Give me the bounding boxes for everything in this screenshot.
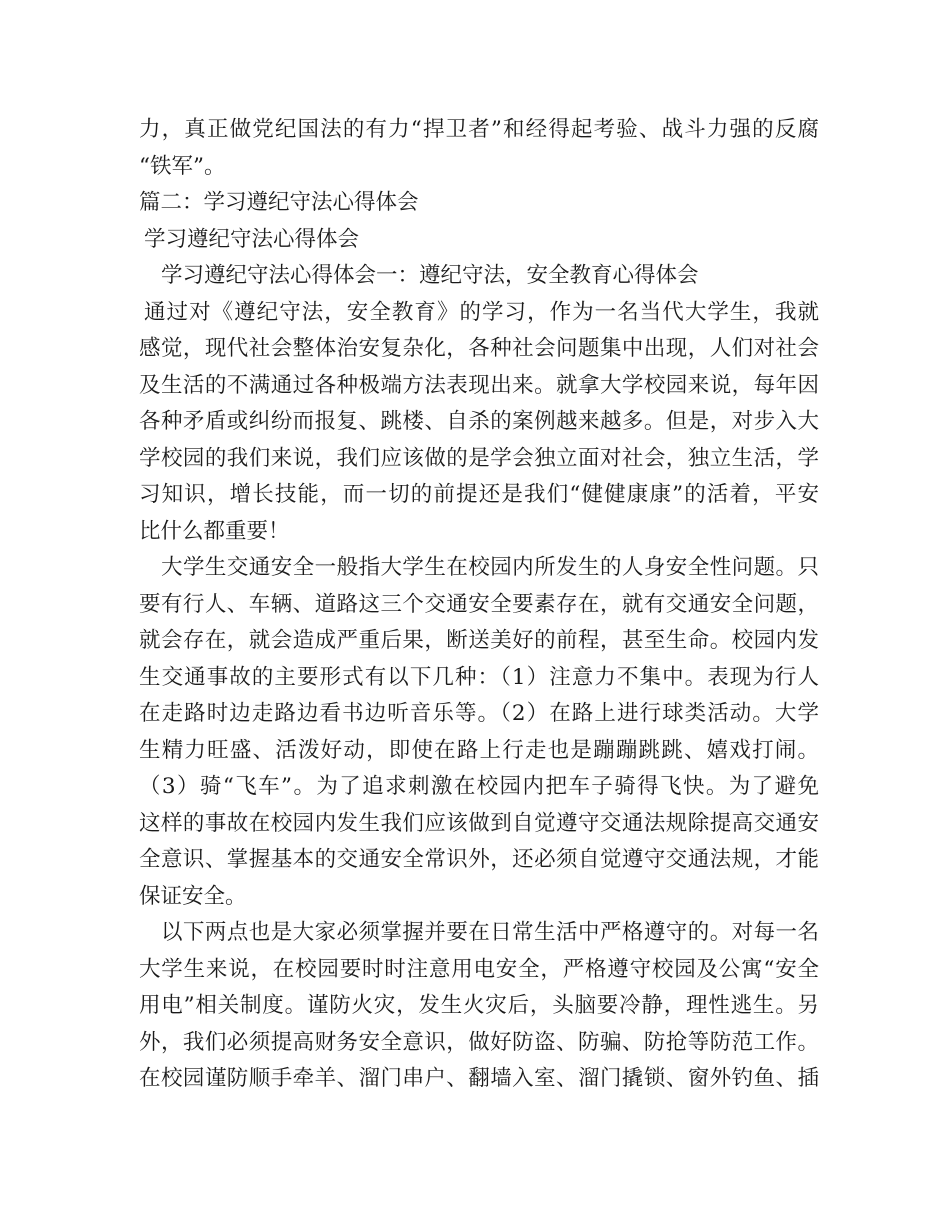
text-line: 及生活的不满通过各种极端方法表现出来。就拿大学校园来说，每年因 [139,372,819,398]
text-line: 以下两点也是大家必须掌握并要在日常生活中严格遵守的。对每一名 [161,920,819,945]
text-line: 比什么都重要！ [139,518,290,544]
text-line: 要有行人、车辆、道路这三个交通安全要素存在，就有交通安全问题， [139,591,819,617]
text-line: 用电”相关制度。谨防火灾，发生火灾后，头脑要冷静，理性逃生。另 [139,993,819,1018]
text-line: 大学生来说，在校园要时时注意用电安全，严格遵守校园及公寓“安全 [139,956,819,982]
text-line: 生精力旺盛、活泼好动，即使在路上行走也是蹦蹦跳跳、嬉戏打闹。 [139,737,819,763]
text-line: 力，真正做党纪国法的有力“捍卫者”和经得起考验、战斗力强的反腐 [139,117,819,142]
text-line: 各种矛盾或纠纷而报复、跳楼、自杀的案例越来越多。但是，对步入大 [139,409,819,434]
text-line: 这样的事故在校园内发生我们应该做到自觉遵守交通法规除提高交通安 [139,810,819,836]
article-subtitle: 学习遵纪守法心得体会一：遵纪守法，安全教育心得体会 [161,263,699,288]
text-line: “铁军”。 [139,153,226,179]
text-line: 生交通事故的主要形式有以下几种：（1）注意力不集中。表现为行人 [139,664,819,690]
text-line: 习知识，增长技能，而一切的前提还是我们“健健康康”的活着，平安 [139,482,819,507]
text-line: 全意识、掌握基本的交通安全常识外，还必须自觉遵守交通法规，才能 [139,847,819,872]
text-line: 在走路时边走路边看书边听音乐等。（2）在路上进行球类活动。大学 [139,701,819,726]
text-line: （3）骑“飞车”。为了追求刺激在校园内把车子骑得飞快。为了避免 [139,774,819,799]
article-title: 学习遵纪守法心得体会 [144,226,360,252]
text-line: 保证安全。 [139,883,247,909]
text-line: 通过对《遵纪守法，安全教育》的学习，作为一名当代大学生，我就 [144,299,819,325]
text-line: 在校园谨防顺手牵羊、溜门串户、翻墙入室、溜门撬锁、窗外钓鱼、插 [139,1066,819,1091]
text-line: 大学生交通安全一般指大学生在校园内所发生的人身安全性问题。只 [161,555,819,580]
text-line: 就会存在，就会造成严重后果，断送美好的前程，甚至生命。校园内发 [139,628,819,653]
text-line: 学校园的我们来说，我们应该做的是学会独立面对社会，独立生活，学 [139,445,819,471]
text-line: 感觉，现代社会整体治安复杂化，各种社会问题集中出现，人们对社会 [139,336,819,361]
section-heading: 篇二：学习遵纪守法心得体会 [139,190,419,215]
text-line: 外，我们必须提高财务安全意识，做好防盗、防骗、防抢等防范工作。 [139,1029,819,1055]
document-body [139,112,819,1098]
